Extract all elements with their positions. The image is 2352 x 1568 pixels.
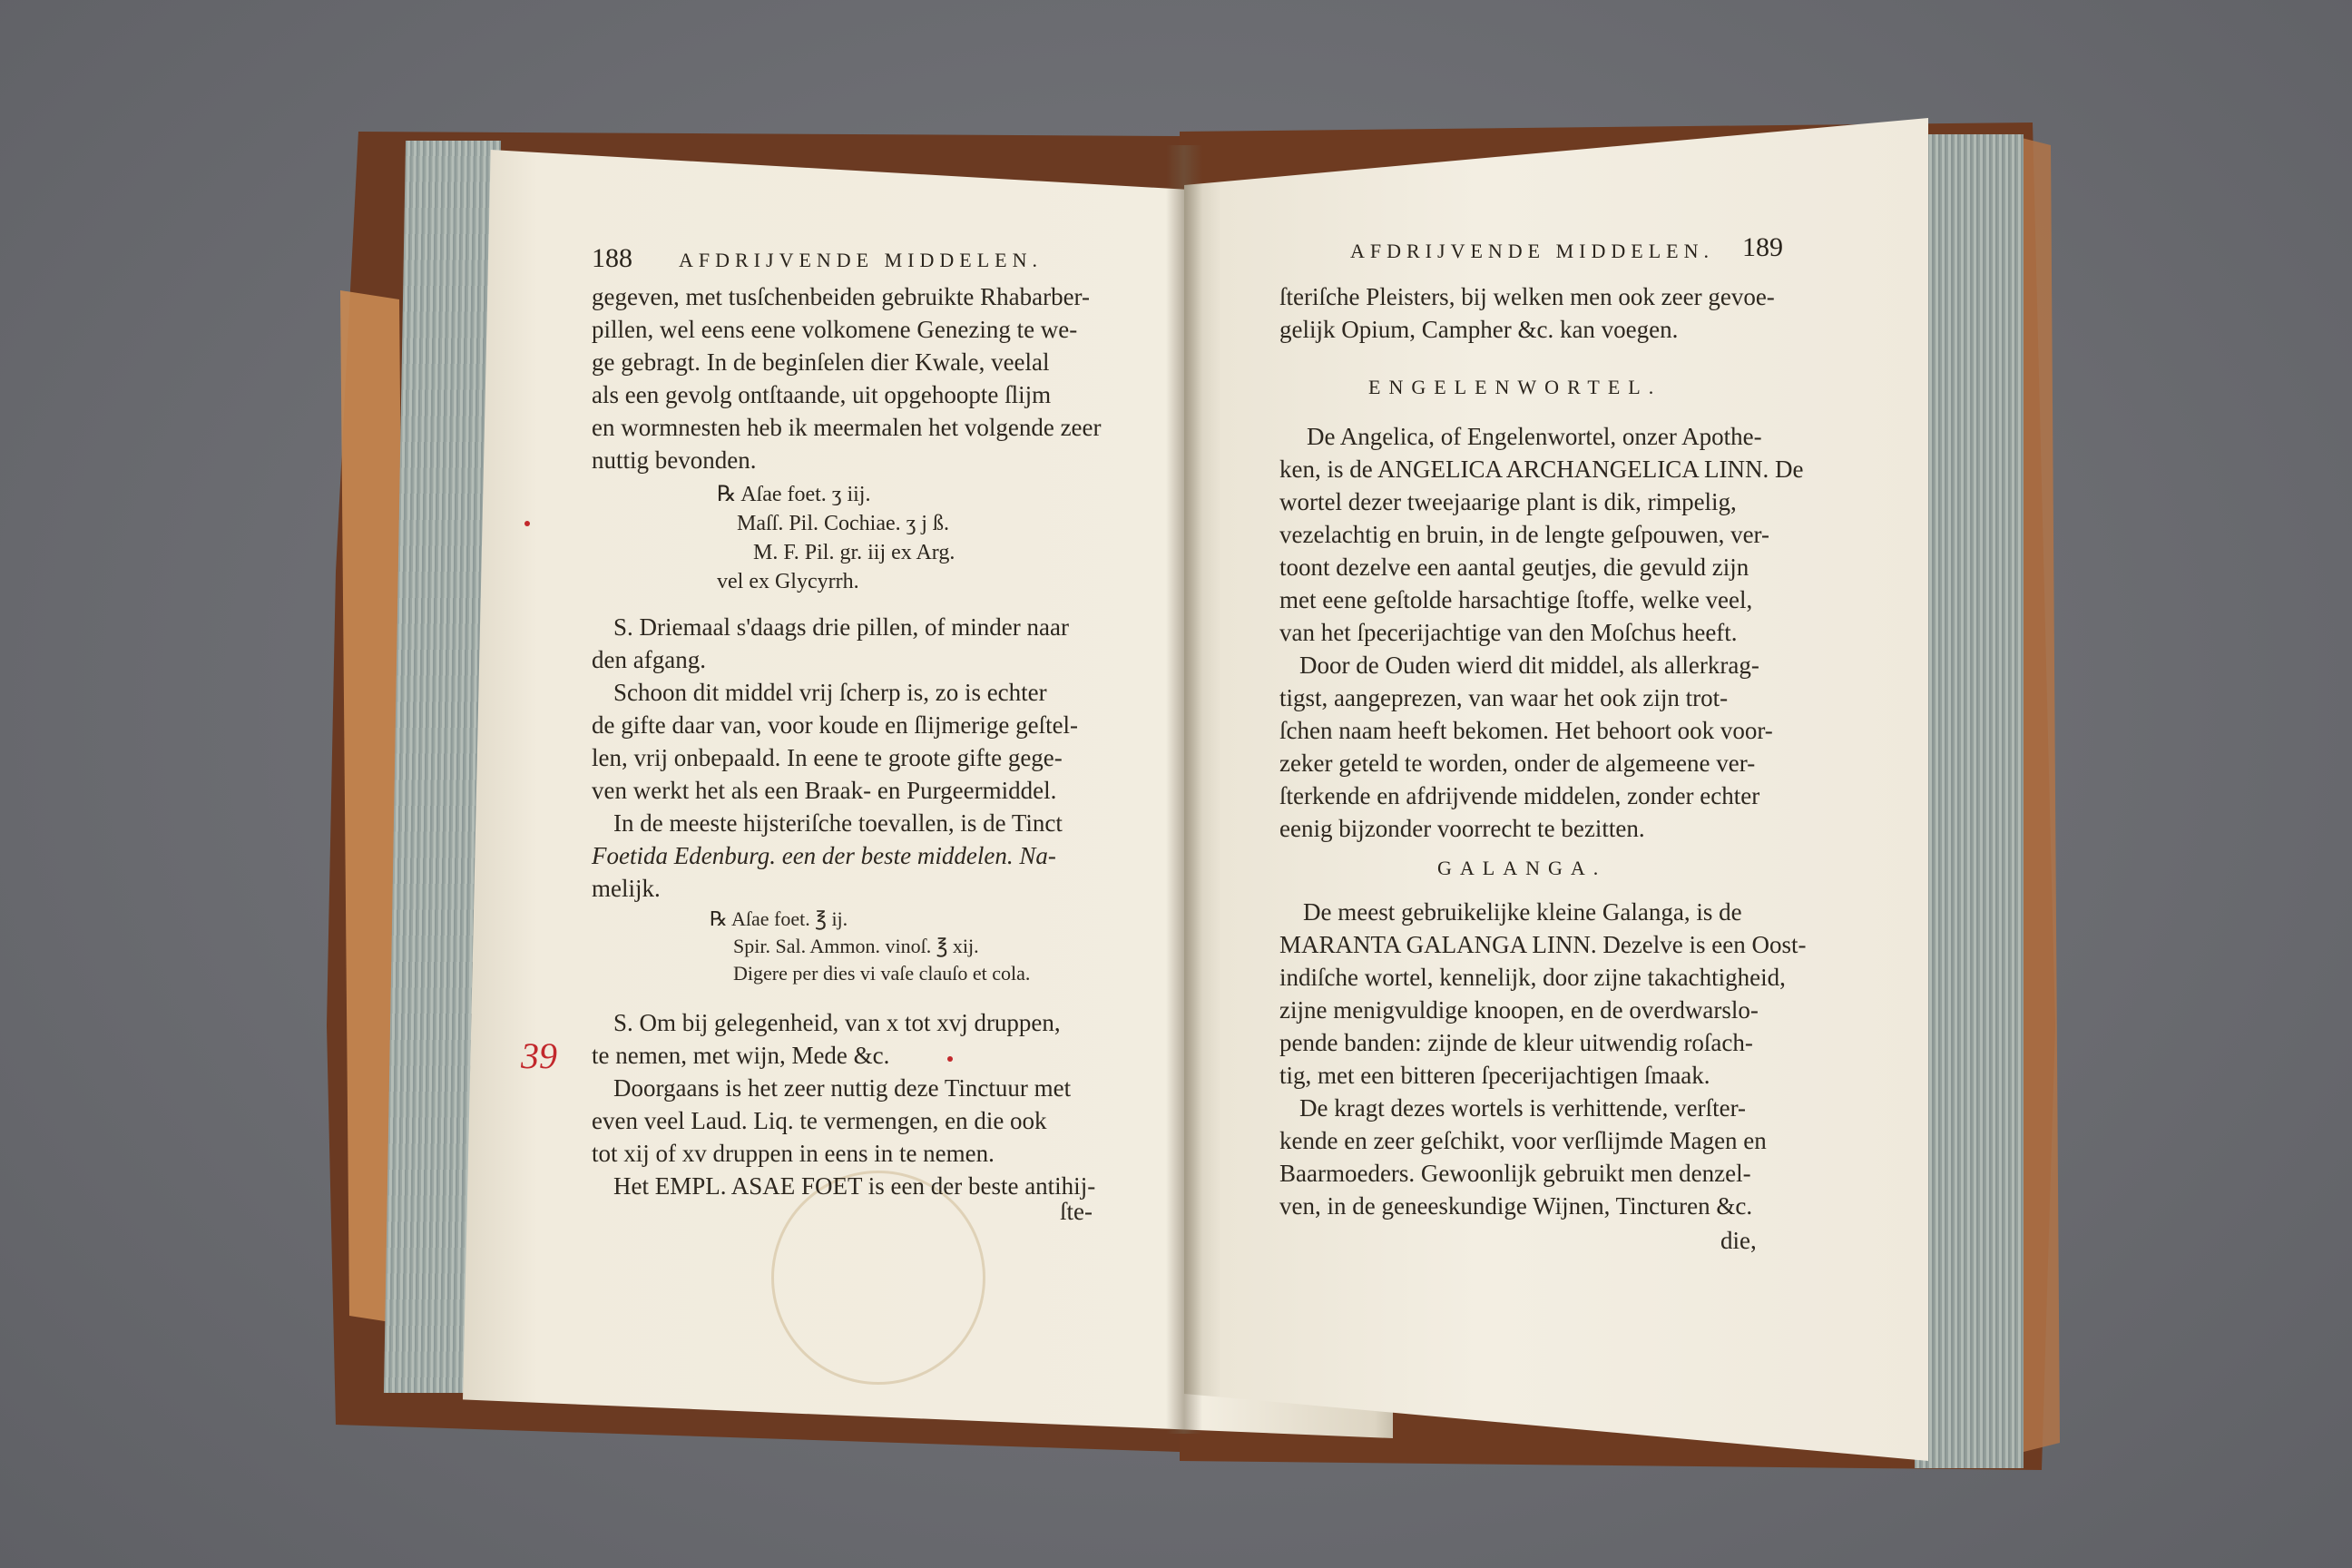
text-line: en wormnesten heb ik meermalen het volgende zeer [592, 414, 1102, 441]
text-line: S. Om bij gelegenheid, van x tot xvj druppen, [613, 1009, 1061, 1036]
text-line: len, vrij onbepaald. In eene te groote gifte gege- [592, 744, 1063, 771]
text-line: Het EMPL. ASAE FOET is een der beste antihij- [613, 1172, 1096, 1200]
text-line: Door de Ouden wierd dit middel, als allerkrag- [1299, 652, 1759, 679]
text-line: gegeven, met tusſchenbeiden gebruikte Rhabarber- [592, 283, 1090, 310]
text-line: De kragt dezes wortels is verhittende, verſter- [1299, 1094, 1747, 1122]
text-line: Foetida Edenburg. een der beste middelen. Na- [592, 842, 1056, 869]
text-line: nuttig bevonden. [592, 446, 757, 474]
text-line: even veel Laud. Liq. te vermengen, en die ook [592, 1107, 1047, 1134]
book-gutter [1166, 145, 1202, 1434]
text-line: ken, is de ANGELICA ARCHANGELICA LINN. De [1279, 456, 1804, 483]
text-line: wortel dezer tweejaarige plant is dik, rimpelig, [1279, 488, 1737, 515]
text-line: zijne menigvuldige knoopen, en de overdwarslo- [1279, 996, 1759, 1024]
margin-mark [947, 1056, 953, 1062]
catchword: ſte- [1060, 1198, 1093, 1225]
text-line: MARANTA GALANGA LINN. Dezelve is een Oost- [1279, 931, 1807, 958]
text-line: tigst, aangeprezen, van waar het ook zijn trot- [1279, 684, 1729, 711]
text-line: tig, met een bitteren ſpecerijachtigen ſmaak. [1279, 1062, 1710, 1089]
text-line: te nemen, met wijn, Mede &c. [592, 1042, 890, 1069]
text-line: als een gevolg ontſtaande, uit opgehoopte ſlijm [592, 381, 1052, 408]
running-head-left: AFDRIJVENDE MIDDELEN. [679, 249, 1043, 271]
text-line: de gifte daar van, voor koude en ſlijmerige geſtel- [592, 711, 1079, 739]
text-line: pende banden: zijnde de kleur uitwendig roſach- [1279, 1029, 1753, 1056]
text-line: van het ſpecerijachtige van den Moſchus heeft. [1279, 619, 1738, 646]
text-line: zeker geteld te worden, onder de algemeene ver- [1279, 750, 1756, 777]
text-line: gelijk Opium, Campher &c. kan voegen. [1279, 316, 1679, 343]
water-stain [771, 1171, 985, 1385]
text-line: den afgang. [592, 646, 706, 673]
text-line: melijk. [592, 875, 661, 902]
recipe-line: Digere per dies vi vaſe clauſo et cola. [733, 962, 1031, 985]
text-line: S. Driemaal s'daags drie pillen, of minder naar [613, 613, 1069, 641]
text-line: De Angelica, of Engelenwortel, onzer Apothe- [1307, 423, 1762, 450]
text-line: Doorgaans is het zeer nuttig deze Tinctuur met [613, 1074, 1072, 1102]
text-line: toont dezelve een aantal geutjes, die gevuld zijn [1279, 554, 1749, 581]
text-line: Baarmoeders. Gewoonlijk gebruikt men denzel- [1279, 1160, 1751, 1187]
margin-note: 39 [521, 1035, 557, 1076]
open-book [309, 118, 2069, 1479]
text-line: tot xij of xv druppen in eens in te nemen. [592, 1140, 995, 1167]
right-page-edges [1915, 134, 2024, 1468]
section-heading: GALANGA. [1437, 857, 1607, 879]
text-line: ſchen naam heeft bekomen. Het behoort ook voor- [1279, 717, 1773, 744]
text-line: ven werkt het als een Braak- en Purgeermiddel. [592, 777, 1057, 804]
text-line: ſterkende en afdrijvende middelen, zonder echter [1279, 782, 1760, 809]
text-line: eenig bijzonder voorrecht te bezitten. [1279, 815, 1645, 842]
recipe-line: M. F. Pil. gr. iij ex Arg. [753, 541, 956, 564]
page-number-right: 189 [1742, 232, 1783, 262]
text-line: met eene geſtolde harsachtige ſtoffe, welke veel, [1279, 586, 1753, 613]
recipe-line: vel ex Glycyrrh. [717, 570, 859, 593]
text-line: ge gebragt. In de beginſelen dier Kwale, veelal [592, 348, 1050, 376]
margin-mark [524, 521, 530, 526]
section-heading: ENGELENWORTEL. [1368, 376, 1662, 398]
text-line: vezelachtig en bruin, in de lengte geſpouwen, ver- [1279, 521, 1769, 548]
text-line: pillen, wel eens eene volkomene Genezing te we- [592, 316, 1078, 343]
recipe-line: Maſſ. Pil. Cochiae. ʒ j ß. [737, 512, 949, 535]
running-head-right: AFDRIJVENDE MIDDELEN. [1350, 240, 1714, 262]
text-line: Schoon dit middel vrij ſcherp is, zo is echter [613, 679, 1047, 706]
text-line: In de meeste hijsteriſche toevallen, is de Tinct [613, 809, 1063, 837]
text-line: ſteriſche Pleisters, bij welken men ook zeer gevoe- [1279, 283, 1775, 310]
text-line: De meest gebruikelijke kleine Galanga, is de [1303, 898, 1742, 926]
text-line: kende en zeer geſchikt, voor verſlijmde Magen en [1279, 1127, 1767, 1154]
text-line: indiſche wortel, kennelijk, door zijne takachtigheid, [1279, 964, 1786, 991]
recipe-line: ℞ Aſae foet. ʒ iij. [717, 483, 871, 506]
recipe-line: ℞ Aſae foet. ℥ ij. [710, 907, 848, 930]
catchword: die, [1720, 1227, 1757, 1254]
recipe-line: Spir. Sal. Ammon. vinoſ. ℥ xij. [733, 935, 979, 957]
text-line: ven, in de geneeskundige Wijnen, Tincturen &c. [1279, 1192, 1753, 1220]
page-number-left: 188 [592, 243, 632, 273]
